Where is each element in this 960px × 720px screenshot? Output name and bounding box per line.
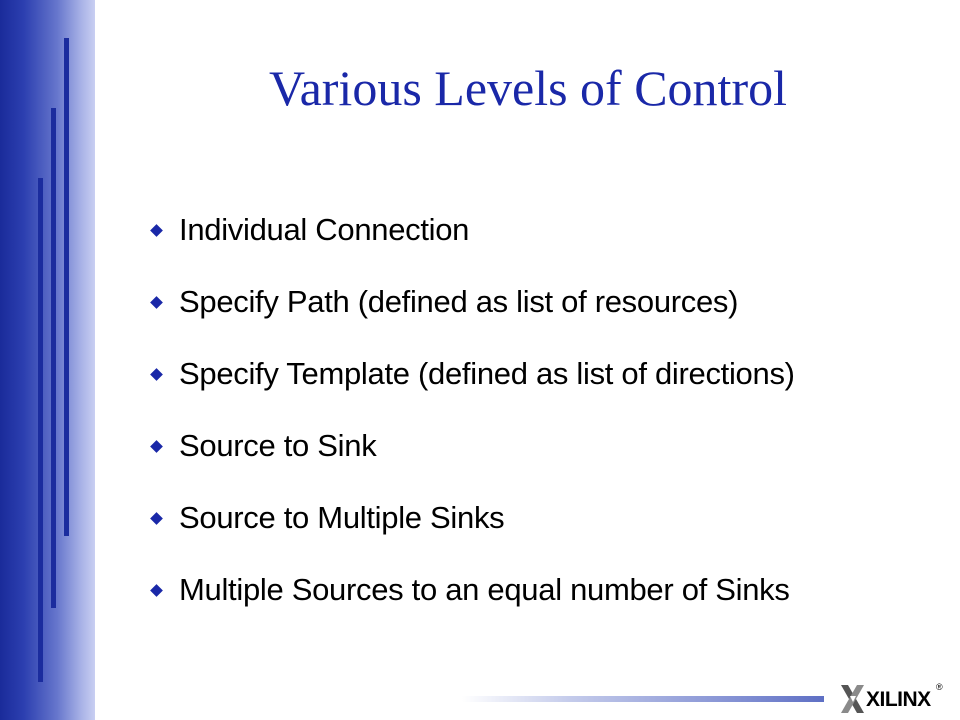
bullet-item xyxy=(148,338,795,410)
diamond-bullet-icon xyxy=(150,440,163,453)
decorative-vertical-line xyxy=(38,178,43,682)
left-gradient-band xyxy=(0,0,95,720)
bullet-item xyxy=(148,266,795,338)
slide-title: Various Levels of Control xyxy=(269,60,787,116)
bullet-list xyxy=(148,194,795,626)
decorative-vertical-line xyxy=(64,38,69,536)
bullet-text: Individual Connection xyxy=(179,212,470,247)
bullet-text: Specify Template (defined as list of directions) xyxy=(179,356,795,391)
bullet-item xyxy=(148,554,795,626)
diamond-bullet-icon xyxy=(150,512,163,525)
registered-mark: ® xyxy=(936,682,943,692)
diamond-bullet-icon xyxy=(150,224,163,237)
footer-gradient-line xyxy=(462,696,824,702)
decorative-vertical-line xyxy=(51,108,56,608)
bullet-item xyxy=(148,410,795,482)
bullet-text: Source to Multiple Sinks xyxy=(179,500,505,535)
bullet-text: Source to Sink xyxy=(179,428,377,463)
diamond-bullet-icon xyxy=(150,368,163,381)
bullet-item xyxy=(148,194,795,266)
logo-text: XILINX xyxy=(866,688,931,711)
xilinx-x-mark-icon xyxy=(840,682,866,716)
diamond-bullet-icon xyxy=(150,584,163,597)
xilinx-logo xyxy=(840,682,960,716)
diamond-bullet-icon xyxy=(150,296,163,309)
bullet-text: Specify Path (defined as list of resources) xyxy=(179,284,739,319)
bullet-item xyxy=(148,482,795,554)
bullet-text: Multiple Sources to an equal number of Sinks xyxy=(179,572,790,607)
